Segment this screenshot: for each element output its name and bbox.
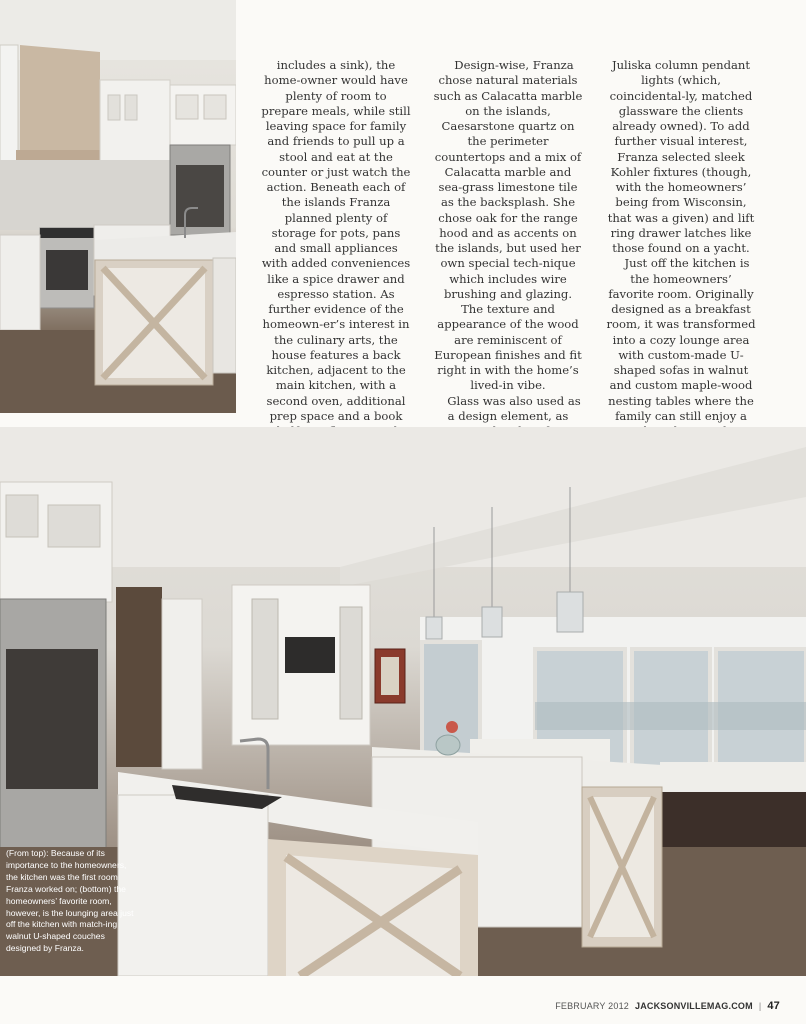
- footer-separator: |: [758, 1001, 762, 1011]
- column-3-paragraph-1: Juliska column pendant lights (which, coincidental-ly, matched glassware the clients already owned). To add further visual interest, Franza selected sleek Kohler fixtures (though, with the homeowners’ being from Wisconsin, that was a given) and lift ring drawer latches like those found on a yacht.: [607, 58, 755, 255]
- kitchen-illustration: [0, 0, 236, 413]
- column-3-paragraph-2: Just off the kitchen is the homeowners’ favorite room. Originally designed as a breakfast room, it was transformed into a cozy lounge area with custom-made U-shaped sofas in walnut and custom maple-wood nesting tables where the family can still enjoy a: [606, 256, 756, 423]
- photo-caption: (From top): Because of its importance to the homeowners, the kitchen was the first room Franza worked on; (bottom) the homeowners’ favorite room, however, is the lounging area just off the kitchen with match-ing walnut U-shaped couches designed by Franza.: [6, 848, 134, 954]
- column-2-paragraph-2: Glass was also used as a design element, as: [447, 393, 581, 423]
- article-column-3: [606, 58, 756, 455]
- column-2-paragraph-1: Design-wise, Franza chose natural materials such as Calacatta marble on the islands, Caesarstone quartz on the perimeter countertops and a mix of Calacatta marble and sea-grass limestone tile as the backsplash. She chose oak for the range hood and as accents on the islands, but used her own special tech-nique which includes wire brushing and glazing. The texture and appearance of the wood are reminiscent of European finishes and fit right in with the home’s lived-in vibe.: [433, 58, 583, 393]
- magazine-website: JACKSONVILLEMAG.COM: [635, 1001, 753, 1011]
- column-1-paragraph-1: includes a sink), the home-owner would have plenty of room to prepare meals, while still leaving space for family and friends to pull up a stool and eat at the counter or just watch the action. Beneath each of the islands Franza planned plenty of storage for pots, pans and small appliances with added conveniences like a spice drawer and espresso station. As further evidence of the homeown-er’s interest in the culinary arts, the house features a back kitchen, adjacent to the main kitchen, with a second oven, additional prep space and a book: [261, 58, 411, 423]
- article-column-1: [261, 58, 411, 455]
- page-number: 47: [767, 1000, 780, 1012]
- article-column-2: [433, 58, 583, 470]
- issue-date: FEBRUARY 2012: [555, 1001, 629, 1011]
- page-footer: [555, 1000, 780, 1012]
- kitchen-photo: [0, 0, 236, 413]
